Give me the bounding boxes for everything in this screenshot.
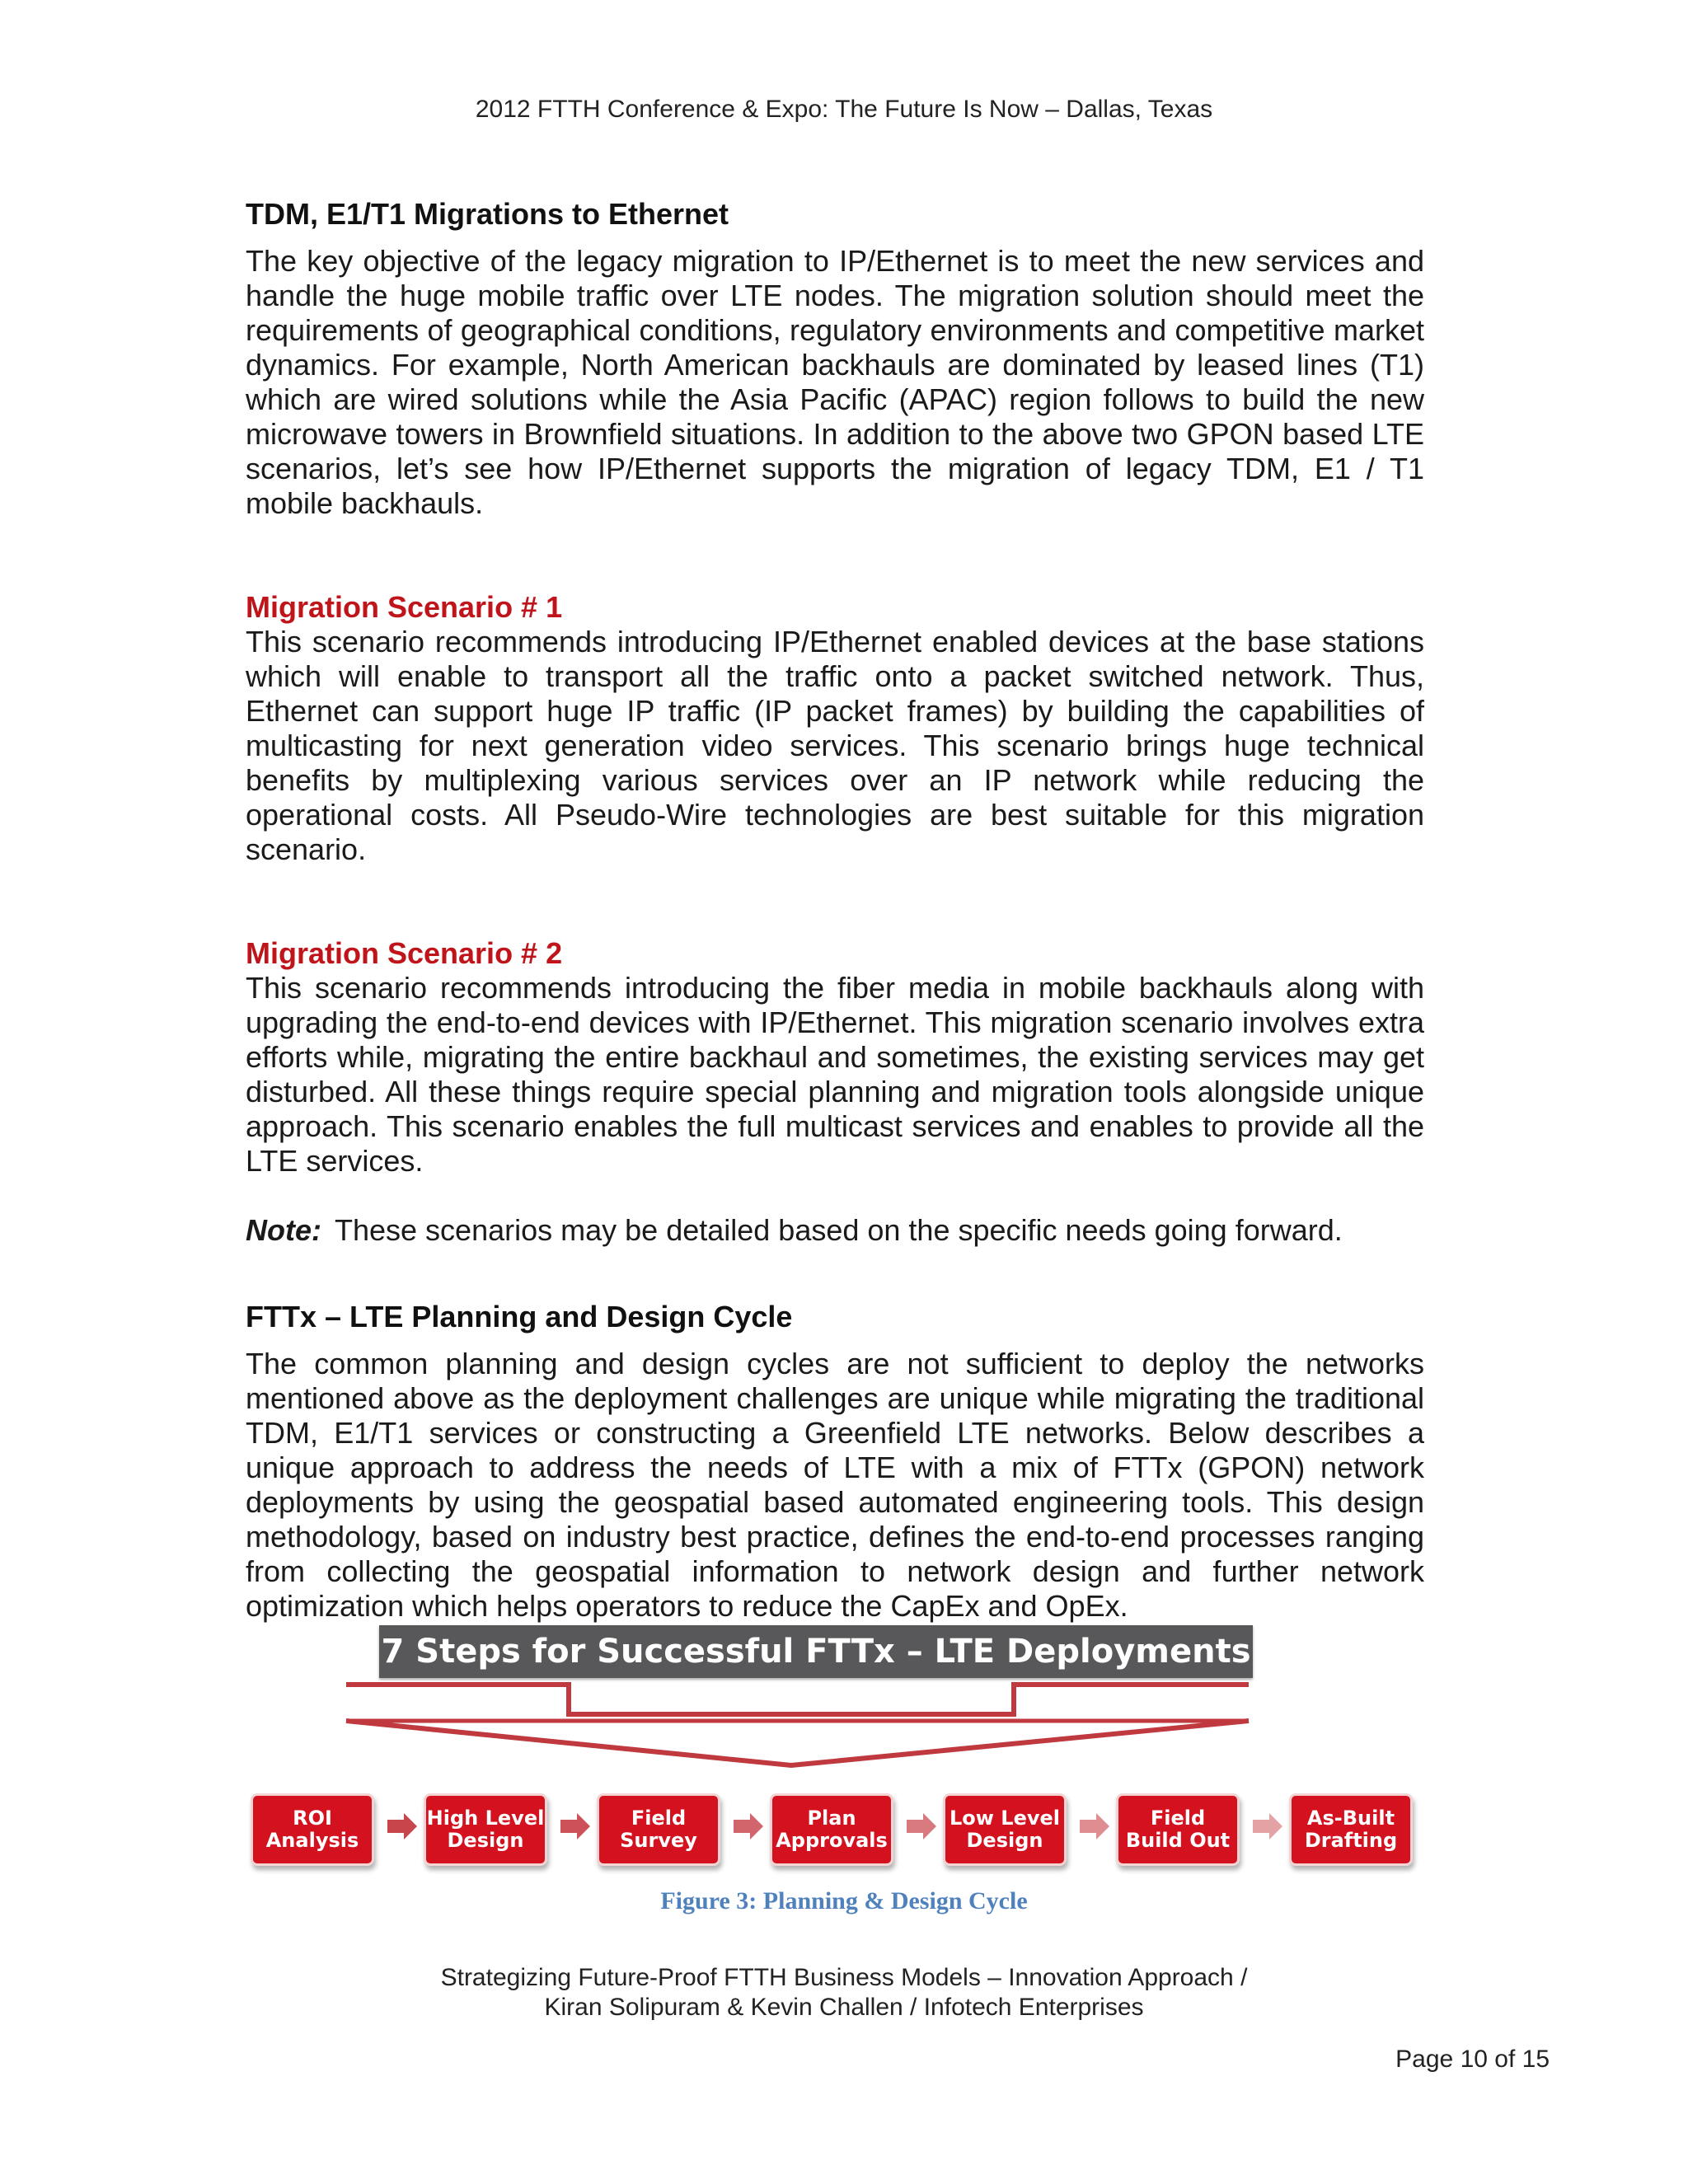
step-label-line2: Drafting [1304, 1829, 1398, 1852]
step-arrow-icon [1080, 1811, 1111, 1841]
step-arrow-shape [1080, 1813, 1109, 1840]
step-arrow-icon [387, 1811, 419, 1841]
step-arrow-shape [734, 1813, 763, 1840]
step-plan-approvals [770, 1793, 893, 1866]
note-paragraph [246, 1213, 1424, 1248]
step-roi-analysis [251, 1793, 374, 1866]
page-number: Page 10 of 15 [1395, 2046, 1550, 2073]
section-body-tdm-migrations: The key objective of the legacy migration to IP/Ethernet is to meet the new services and handle the huge mobile traffic over LTE nodes. The migration solution should meet the requirements of geographical conditions, regulatory environments and competitive market dynamics. For example, North American backhauls are dominated by leased lines (T1) which are wired solutions while the Asia Pacific (APAC) region follows to build the new microwave towers in Brownfield situations. In addition to the above two GPON based LTE scenarios, let’s see how IP/Ethernet supports the migration of legacy TDM, E1 / T1 mobile backhauls. [246, 244, 1424, 520]
step-label-line2: Analysis [265, 1829, 359, 1852]
step-label-line2: Design [447, 1829, 524, 1852]
scenario-2-body: This scenario recommends introducing the fiber media in mobile backhauls along with upgrading the end-to-end devices with IP/Ethernet. This migration scenario involves extra efforts while, migrating the entire backhaul and sometimes, the existing services may get disturbed. All these things require special planning and migration tools alongside unique approach. This scenario enables the full multicast services and enables to provide all the LTE services. [246, 971, 1424, 1178]
step-label-line2: Survey [620, 1829, 697, 1852]
running-footer [0, 1963, 1688, 2022]
step-field-build-out [1116, 1793, 1240, 1866]
step-field-survey [597, 1793, 720, 1866]
scenario-1-body: This scenario recommends introducing IP/Ethernet enabled devices at the base stations which will enable to transport all the traffic onto a packet switched network. Thus, Ethernet can support huge IP traffic (IP packet frames) by building the capabilities of multicasting for next generation video services. This scenario brings huge technical benefits by multiplexing various services over an IP network while reducing the operational costs. All Pseudo-Wire technologies are best suitable for this migration scenario. [246, 625, 1424, 866]
step-as-built-drafting [1289, 1793, 1413, 1866]
step-label-line1: Field [631, 1807, 687, 1830]
figure-caption: Figure 3: Planning & Design Cycle [660, 1887, 1028, 1915]
step-flow [247, 1788, 1426, 1879]
step-arrow-icon [560, 1811, 592, 1841]
step-arrow-shape [387, 1813, 417, 1840]
figure-banner: 7 Steps for Successful FTTx – LTE Deployments [379, 1625, 1253, 1678]
note-text: These scenarios may be detailed based on the specific needs going forward. [335, 1213, 1343, 1247]
step-label-line1: As-Built [1306, 1807, 1395, 1830]
step-low-level-design [943, 1793, 1067, 1866]
step-label-line2: Approvals [776, 1829, 888, 1852]
running-header: 2012 FTTH Conference & Expo: The Future Is Now – Dallas, Texas [475, 96, 1213, 123]
footer-line-1: Strategizing Future-Proof FTTH Business Models – Innovation Approach / [440, 1964, 1248, 1991]
scenario-2-title: Migration Scenario # 2 [246, 936, 563, 970]
step-label-line1: Low Level [949, 1807, 1061, 1830]
scenario-1-title: Migration Scenario # 1 [246, 590, 563, 624]
main-content [246, 196, 1424, 1624]
step-label-line1: High Level [426, 1807, 545, 1830]
footer-line-2: Kiran Solipuram & Kevin Challen / Infotech Enterprises [544, 1994, 1144, 2021]
step-label-line1: Plan [807, 1807, 856, 1830]
step-arrow-icon [1253, 1811, 1284, 1841]
note-label: Note: [246, 1213, 321, 1247]
step-label-line1: Field [1150, 1807, 1206, 1830]
funnel-outline-point [346, 1721, 1249, 1765]
funnel-outline-top [346, 1685, 1249, 1714]
step-high-level-design [424, 1793, 547, 1866]
step-arrow-shape [1253, 1813, 1282, 1840]
section-body-planning-design: The common planning and design cycles are not sufficient to deploy the networks mentioned above as the deployment challenges are unique while migrating the traditional TDM, E1/T1 services or constructing a Greenfield LTE networks. Below describes a unique approach to address the needs of LTE with a mix of FTTx (GPON) network deployments by using the geospatial based automated engineering tools. This design methodology, based on industry best practice, defines the end-to-end processes ranging from collecting the geospatial information to network design and further network optimization which helps operators to reduce the CapEx and OpEx. [246, 1347, 1424, 1623]
planning-design-figure [0, 1607, 1688, 1920]
step-label-line1: ROI [293, 1807, 332, 1830]
step-label-line2: Design [966, 1829, 1043, 1852]
step-arrow-icon [907, 1811, 938, 1841]
step-arrow-shape [907, 1813, 936, 1840]
step-arrow-icon [734, 1811, 765, 1841]
step-label-line2: Build Out [1125, 1829, 1231, 1852]
section-title-planning-design: FTTx – LTE Planning and Design Cycle [246, 1300, 793, 1333]
section-title-tdm-migrations: TDM, E1/T1 Migrations to Ethernet [246, 197, 729, 231]
step-arrow-shape [560, 1813, 590, 1840]
